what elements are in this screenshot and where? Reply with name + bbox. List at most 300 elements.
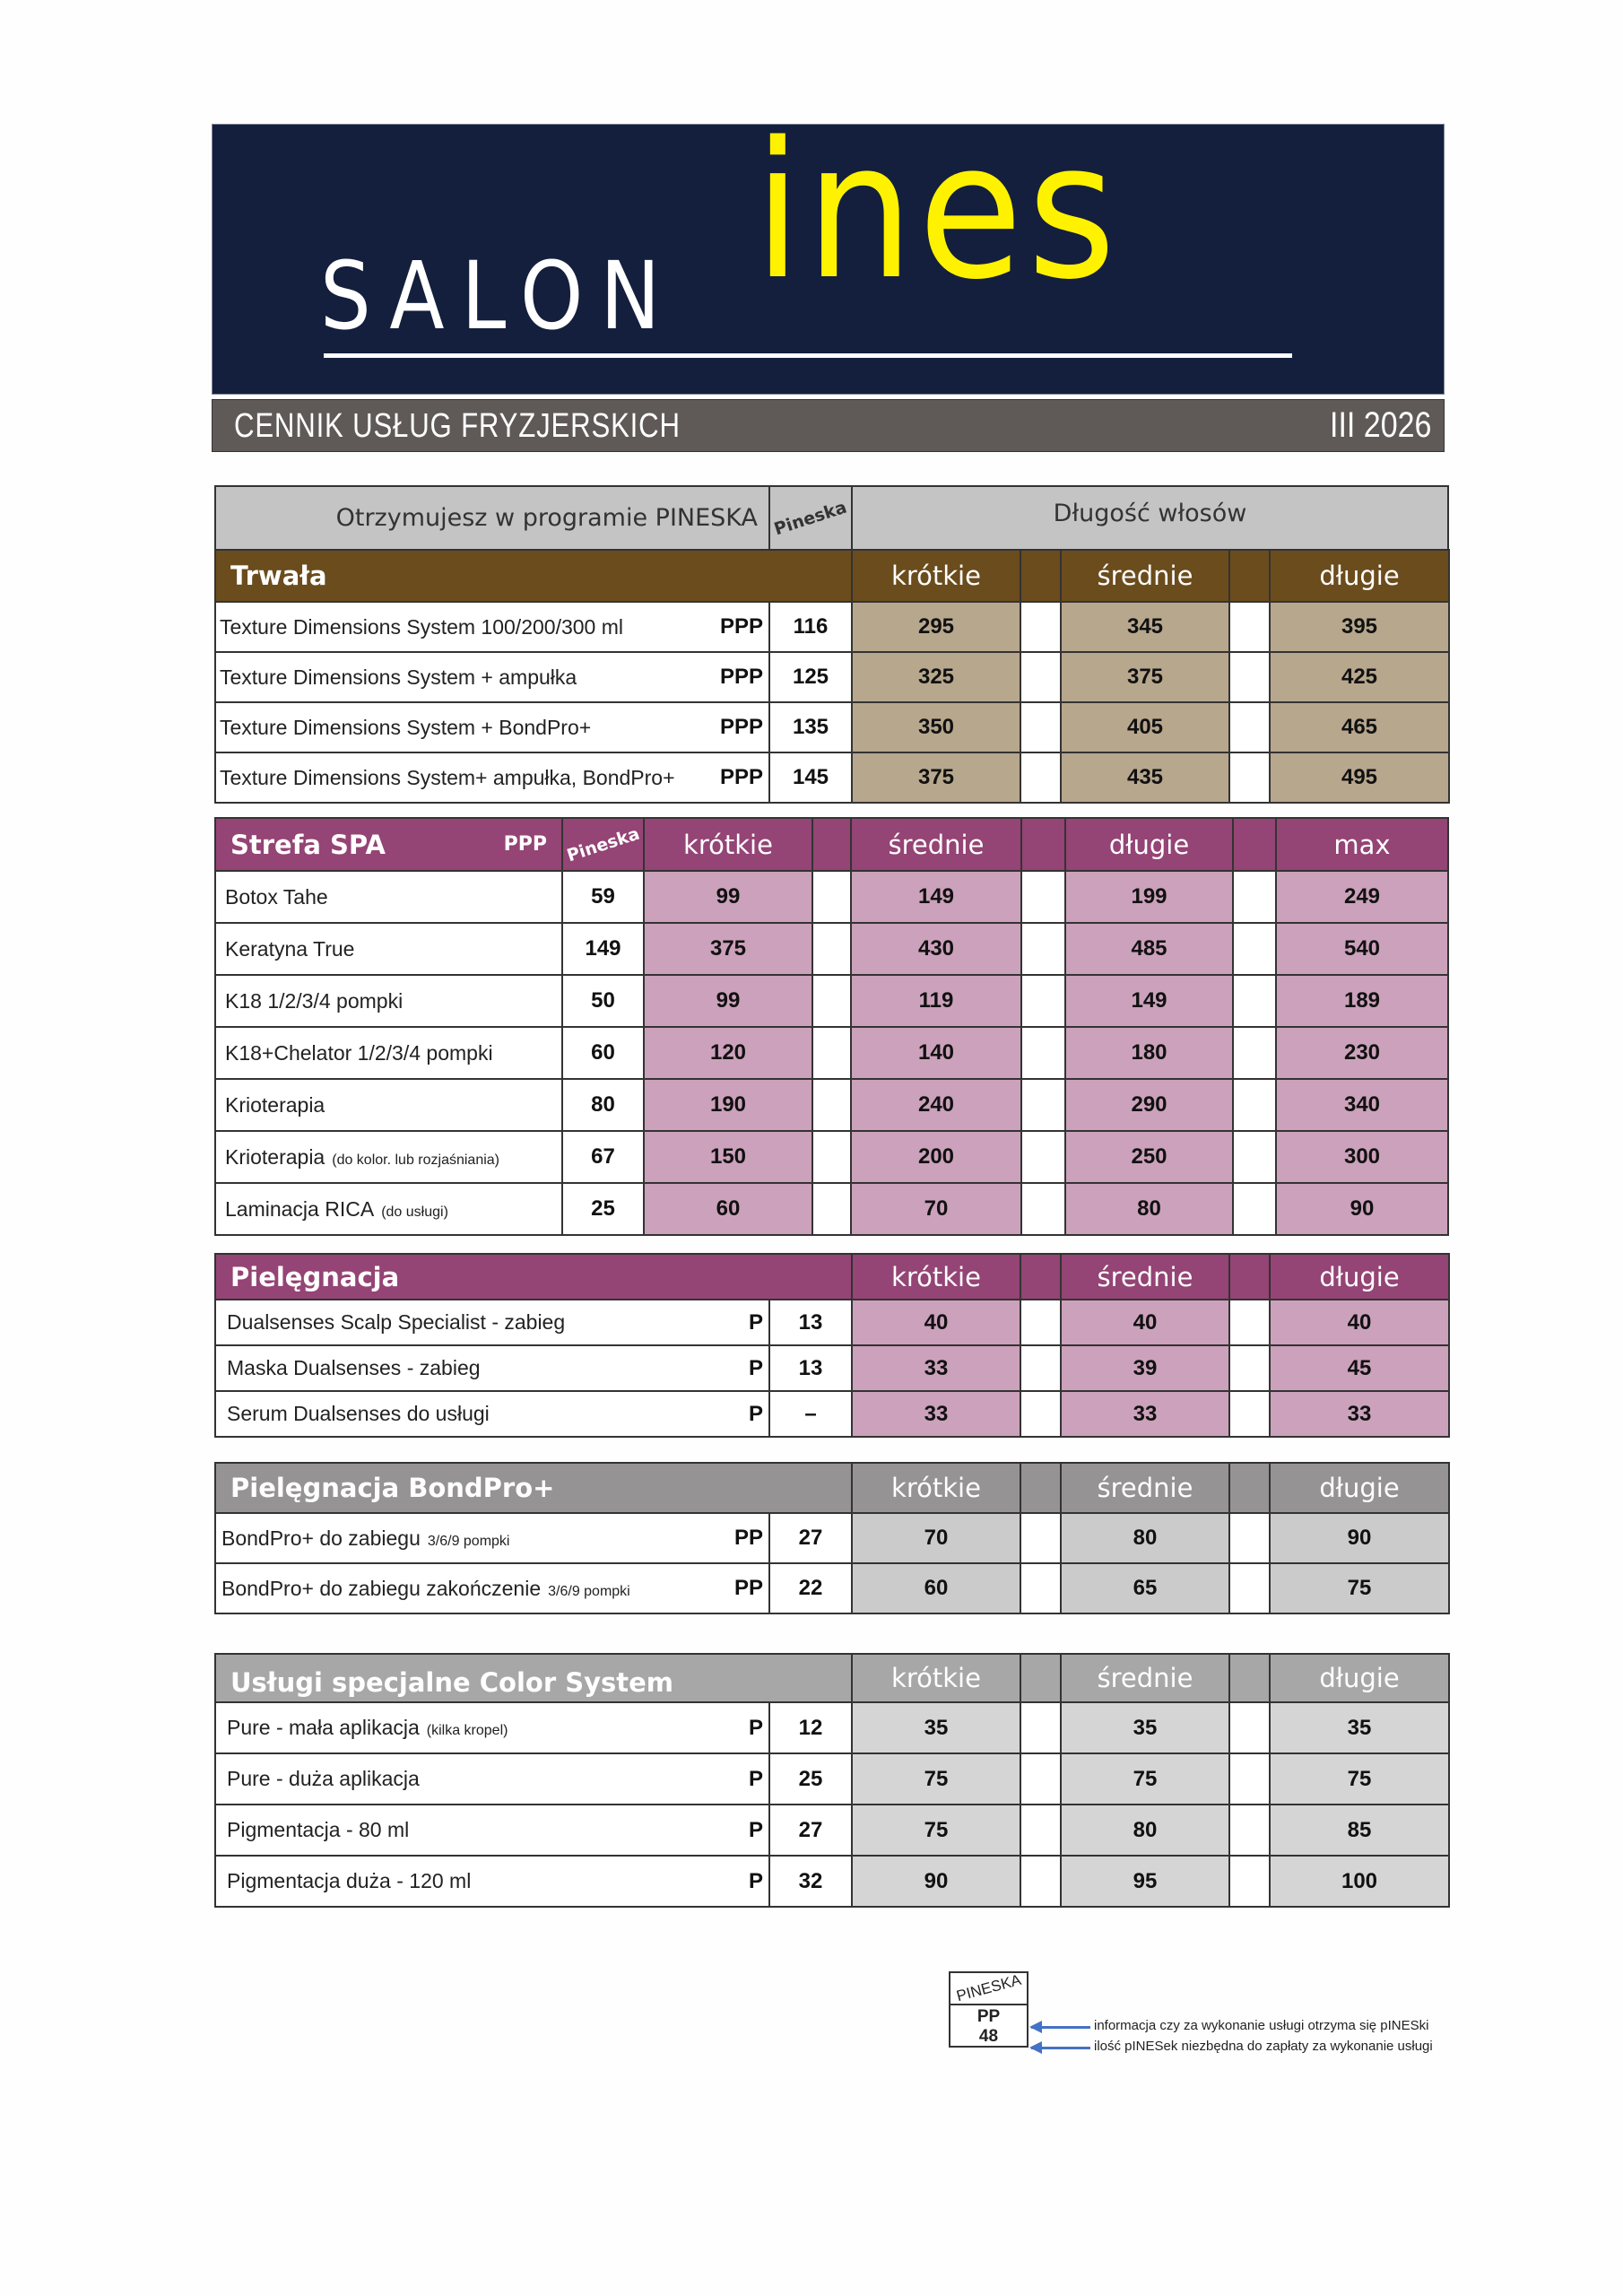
pineska-cost: – [768, 1390, 853, 1438]
color-system-rows [214, 1703, 1449, 1908]
pielegnacja-header-row [214, 1255, 1449, 1300]
price-max: 189 [1275, 974, 1449, 1028]
col-gap [1228, 601, 1271, 653]
service-name-text: Texture Dimensions System+ ampułka, BondPro+ [220, 765, 675, 789]
section-trwala [214, 487, 1449, 804]
col-gap [1020, 1701, 1062, 1754]
pielegnacja-rows [214, 1300, 1449, 1438]
col-gap [1228, 1299, 1271, 1346]
color-system-title-text: Usługi specjalne Color System [230, 1667, 674, 1698]
pineska-cost: 50 [561, 974, 645, 1028]
service-name-text: Krioterapia [225, 1092, 325, 1117]
service-name-group [221, 1526, 509, 1551]
col-short: krótkie [643, 817, 813, 872]
table-row [214, 924, 1449, 976]
legend-text-2: ilość pINESek niezbędna do zapłaty za wykonanie usługi [1094, 2039, 1433, 2054]
table-row [214, 653, 1449, 703]
table-row [214, 1132, 1449, 1184]
pineska-cost: 25 [561, 1182, 645, 1236]
price-short: 60 [851, 1562, 1021, 1614]
price-medium: 140 [850, 1026, 1022, 1080]
service-name-text: Maska Dualsenses - zabieg [227, 1356, 481, 1379]
col-gap [1020, 1462, 1062, 1514]
pineska-earn-marker: PP [733, 1526, 763, 1550]
price-max: 300 [1275, 1130, 1449, 1184]
pineska-legend-box [949, 1971, 1028, 2048]
price-short: 99 [643, 870, 813, 924]
legend-box-title-text: PINESKA [954, 1970, 1023, 2005]
price-long: 465 [1269, 701, 1450, 753]
service-name [214, 1752, 770, 1805]
service-name-text: Serum Dualsenses do usługi [227, 1402, 490, 1425]
pineska-cost: 116 [768, 601, 853, 653]
price-medium: 149 [850, 870, 1022, 924]
service-name-group [225, 1093, 325, 1118]
table-row [214, 872, 1449, 924]
pineska-label: Pineska [564, 823, 642, 865]
col-gap [1020, 922, 1066, 976]
service-name-group [227, 1869, 471, 1893]
price-short: 33 [851, 1344, 1021, 1392]
col-gap [1228, 1462, 1271, 1514]
price-long: 485 [1064, 922, 1234, 976]
pineska-earn-marker: P [748, 1715, 763, 1740]
service-name-text: Pigmentacja duża - 120 ml [227, 1869, 472, 1892]
col-gap [812, 974, 852, 1028]
price-short: 295 [851, 601, 1021, 653]
price-long: 75 [1269, 1752, 1450, 1805]
table-row [214, 1392, 1449, 1438]
service-name-text: K18 1/2/3/4 pompki [225, 988, 404, 1013]
service-name-text: Pure - mała aplikacja [227, 1716, 420, 1739]
col-gap [1020, 1026, 1066, 1080]
table-row [214, 1080, 1449, 1132]
price-list-date: III 2026 [1329, 405, 1431, 445]
service-name-text: Krioterapia [225, 1144, 325, 1169]
price-medium: 35 [1060, 1701, 1230, 1754]
service-name [214, 752, 770, 804]
spa-header-row [214, 819, 1449, 872]
price-long: 425 [1269, 651, 1450, 703]
service-name-text: Pure - duża aplikacja [227, 1767, 420, 1790]
price-medium: 375 [1060, 651, 1230, 703]
service-name [214, 1562, 770, 1614]
length-label: Długość włosów [851, 485, 1449, 551]
pineska-earn-marker: P [748, 1309, 763, 1335]
col-gap [812, 1182, 852, 1236]
price-short: 90 [851, 1855, 1021, 1908]
pineska-earn-marker: PPP [719, 765, 763, 789]
service-name-group [225, 937, 354, 961]
price-short: 150 [643, 1130, 813, 1184]
col-gap [1020, 870, 1066, 924]
price-short: 375 [851, 752, 1021, 804]
price-short: 70 [851, 1512, 1021, 1564]
pineska-earn-marker: P [748, 1766, 763, 1791]
pineska-cost: 27 [768, 1512, 853, 1564]
price-max: 230 [1275, 1026, 1449, 1080]
col-medium: średnie [1060, 1253, 1230, 1300]
service-name [214, 1130, 563, 1184]
pineska-cost: 25 [768, 1752, 853, 1805]
service-name [214, 1512, 770, 1564]
pineska-cost: 32 [768, 1855, 853, 1908]
price-medium: 345 [1060, 601, 1230, 653]
pineska-cost: 22 [768, 1562, 853, 1614]
price-long: 395 [1269, 601, 1450, 653]
service-name-group [227, 1716, 508, 1740]
col-gap [1020, 1344, 1062, 1392]
service-name-group [225, 989, 403, 1013]
service-name-text: Pigmentacja - 80 ml [227, 1818, 410, 1841]
pineska-cost: 67 [561, 1130, 645, 1184]
col-gap [1228, 1512, 1271, 1564]
service-name [214, 1701, 770, 1754]
table-row [214, 603, 1449, 653]
col-long: długie [1269, 1653, 1450, 1703]
col-gap [1232, 1026, 1277, 1080]
brand-logo: ines [754, 101, 1121, 321]
price-long: 35 [1269, 1701, 1450, 1754]
col-gap [1020, 974, 1066, 1028]
service-name-text: Texture Dimensions System + ampułka [220, 665, 577, 689]
price-short: 75 [851, 1804, 1021, 1857]
col-gap [1228, 651, 1271, 703]
col-gap [1020, 1752, 1062, 1805]
service-name [214, 701, 770, 753]
arrow-left-icon [1031, 2026, 1090, 2029]
service-name-text: Laminacja RICA [225, 1196, 375, 1221]
price-long: 495 [1269, 752, 1450, 804]
service-name-group [227, 1402, 490, 1426]
top-header-row [214, 487, 1449, 551]
pineska-cost: 12 [768, 1701, 853, 1754]
col-medium: średnie [1060, 1653, 1230, 1703]
trwala-title-text: Trwała [230, 561, 327, 591]
table-row [214, 1514, 1449, 1564]
service-name [214, 974, 563, 1028]
salon-label: SALON [320, 241, 678, 351]
service-name [214, 922, 563, 976]
service-name-group [220, 766, 675, 790]
price-short: 375 [643, 922, 813, 976]
pineska-earn-marker: PP [733, 1576, 763, 1600]
price-medium: 430 [850, 922, 1022, 976]
price-short: 33 [851, 1390, 1021, 1438]
service-name [214, 1344, 770, 1392]
col-medium: średnie [1060, 1462, 1230, 1514]
col-gap [1232, 817, 1277, 872]
service-name-text: Texture Dimensions System + BondPro+ [220, 715, 592, 739]
col-gap [1020, 1078, 1066, 1132]
col-gap [1020, 651, 1062, 703]
service-name [214, 601, 770, 653]
price-max: 90 [1275, 1182, 1449, 1236]
col-gap [1228, 1390, 1271, 1438]
spa-title [214, 817, 563, 872]
pineska-cost: 145 [768, 752, 853, 804]
col-gap [1232, 1130, 1277, 1184]
service-name [214, 1804, 770, 1857]
service-name-text: Botox Tahe [225, 884, 328, 909]
col-short: krótkie [851, 549, 1021, 603]
col-gap [1020, 1130, 1066, 1184]
col-gap [1228, 549, 1271, 603]
legend-box-title [950, 1970, 1027, 2005]
price-short: 60 [643, 1182, 813, 1236]
col-long: długie [1269, 1253, 1450, 1300]
col-gap [1228, 1752, 1271, 1805]
price-list-title: CENNIK USŁUG FRYZJERSKICH [234, 407, 681, 445]
price-medium: 405 [1060, 701, 1230, 753]
price-long: 45 [1269, 1344, 1450, 1392]
table-row [214, 703, 1449, 753]
legend-box-p: PP [976, 2007, 1001, 2026]
price-short: 190 [643, 1078, 813, 1132]
table-row [214, 1564, 1449, 1614]
service-name [214, 870, 563, 924]
col-gap [1020, 1653, 1062, 1703]
service-name-group [220, 615, 623, 639]
col-medium: średnie [850, 817, 1022, 872]
col-max: max [1275, 817, 1449, 872]
spa-rows [214, 872, 1449, 1236]
col-long: długie [1064, 817, 1234, 872]
service-name [214, 1078, 563, 1132]
bondpro-title-text: Pielęgnacja BondPro+ [230, 1473, 555, 1503]
banner-underline [324, 353, 1292, 358]
price-max: 340 [1275, 1078, 1449, 1132]
section-bondpro [214, 1464, 1449, 1614]
trwala-header-row [214, 551, 1449, 603]
col-gap [1232, 922, 1277, 976]
price-short: 350 [851, 701, 1021, 753]
col-gap [1020, 752, 1062, 804]
price-long: 33 [1269, 1390, 1450, 1438]
bondpro-header-row [214, 1464, 1449, 1514]
pielegnacja-title-text: Pielęgnacja [230, 1261, 400, 1292]
service-name-group [225, 885, 328, 909]
service-name-text: Dualsenses Scalp Specialist - zabieg [227, 1310, 566, 1334]
price-medium: 40 [1060, 1299, 1230, 1346]
service-name [214, 1299, 770, 1346]
service-name-group [221, 1577, 630, 1601]
col-long: długie [1269, 1462, 1450, 1514]
service-name-text: BondPro+ do zabiegu zakończenie [221, 1576, 542, 1600]
col-gap [812, 1026, 852, 1080]
service-name [214, 1390, 770, 1438]
price-short: 120 [643, 1026, 813, 1080]
service-name-group [227, 1818, 409, 1842]
pineska-cost: 13 [768, 1299, 853, 1346]
service-note: (do kolor. lub rozjaśniania) [332, 1152, 499, 1168]
color-header-row [214, 1655, 1449, 1703]
price-medium: 80 [1060, 1512, 1230, 1564]
col-short: krótkie [851, 1253, 1021, 1300]
col-gap [1232, 870, 1277, 924]
subtitle-bar [212, 399, 1445, 452]
service-name-group [220, 665, 577, 690]
service-name-text: Texture Dimensions System 100/200/300 ml [220, 614, 623, 639]
price-medium: 39 [1060, 1344, 1230, 1392]
service-name-group [225, 1145, 499, 1170]
col-gap [1020, 701, 1062, 753]
price-medium: 65 [1060, 1562, 1230, 1614]
price-medium: 75 [1060, 1752, 1230, 1805]
pielegnacja-title [214, 1253, 853, 1300]
pineska-earn-marker: P [748, 1355, 763, 1380]
bondpro-title [214, 1462, 853, 1514]
service-name-group [225, 1041, 493, 1065]
col-medium: średnie [1060, 549, 1230, 603]
service-name-text: BondPro+ do zabiegu [221, 1526, 421, 1550]
col-gap [1020, 549, 1062, 603]
col-gap [1228, 701, 1271, 753]
pineska-cost: 13 [768, 1344, 853, 1392]
price-medium: 119 [850, 974, 1022, 1028]
price-short: 35 [851, 1701, 1021, 1754]
price-long: 100 [1269, 1855, 1450, 1908]
service-note: (do usługi) [381, 1204, 448, 1220]
col-gap [812, 1130, 852, 1184]
service-name [214, 1182, 563, 1236]
service-name [214, 651, 770, 703]
price-long: 250 [1064, 1130, 1234, 1184]
pineska-earn-marker: PPP [719, 715, 763, 739]
legend-text-1: informacja czy za wykonanie usługi otrzyma się pINESki [1094, 2018, 1429, 2033]
price-short: 40 [851, 1299, 1021, 1346]
price-medium: 70 [850, 1182, 1022, 1236]
service-name-text: K18+Chelator 1/2/3/4 pompki [225, 1040, 493, 1065]
price-short: 75 [851, 1752, 1021, 1805]
table-row [214, 1300, 1449, 1346]
trwala-title [214, 549, 853, 603]
col-short: krótkie [851, 1462, 1021, 1514]
price-long: 85 [1269, 1804, 1450, 1857]
pineska-earn-marker: P [748, 1817, 763, 1842]
price-short: 325 [851, 651, 1021, 703]
col-gap [1228, 1253, 1271, 1300]
price-max: 540 [1275, 922, 1449, 976]
salon-banner [212, 101, 1445, 395]
col-gap [1020, 1512, 1062, 1564]
col-gap [1228, 1855, 1271, 1908]
price-medium: 33 [1060, 1390, 1230, 1438]
col-gap [1228, 1804, 1271, 1857]
col-gap [1228, 1653, 1271, 1703]
pineska-earn-marker: PPP [719, 614, 763, 639]
pineska-earn-marker: P [748, 1401, 763, 1426]
service-name-group [225, 1197, 448, 1222]
col-gap [1228, 1562, 1271, 1614]
price-long: 90 [1269, 1512, 1450, 1564]
table-row [214, 1346, 1449, 1392]
pineska-header [561, 817, 645, 872]
col-gap [812, 870, 852, 924]
col-gap [1020, 1390, 1062, 1438]
bondpro-rows [214, 1514, 1449, 1614]
table-row [214, 1028, 1449, 1080]
service-note: 3/6/9 pompki [427, 1533, 510, 1549]
service-name [214, 1026, 563, 1080]
col-gap [1020, 1855, 1062, 1908]
section-spa [214, 819, 1449, 1236]
col-gap [1020, 1804, 1062, 1857]
price-long: 40 [1269, 1299, 1450, 1346]
col-gap [1020, 817, 1066, 872]
color-system-title [214, 1653, 853, 1703]
price-long: 149 [1064, 974, 1234, 1028]
service-name-group [227, 1356, 481, 1380]
col-gap [1020, 1182, 1066, 1236]
section-pielegnacja [214, 1255, 1449, 1438]
price-long: 80 [1064, 1182, 1234, 1236]
col-gap [1228, 752, 1271, 804]
pineska-label: Pineska [771, 497, 850, 539]
pineska-header [768, 485, 853, 551]
price-medium: 240 [850, 1078, 1022, 1132]
service-name-group [227, 1310, 565, 1335]
col-gap [1020, 1299, 1062, 1346]
col-gap [1020, 1253, 1062, 1300]
col-gap [1020, 601, 1062, 653]
price-long: 290 [1064, 1078, 1234, 1132]
price-medium: 95 [1060, 1855, 1230, 1908]
table-row [214, 1754, 1449, 1805]
pineska-cost: 60 [561, 1026, 645, 1080]
col-gap [1232, 1078, 1277, 1132]
col-gap [812, 817, 852, 872]
trwala-rows [214, 603, 1449, 804]
price-max: 249 [1275, 870, 1449, 924]
col-gap [812, 1078, 852, 1132]
col-gap [1228, 1701, 1271, 1754]
arrow-left-icon [1031, 2047, 1090, 2049]
service-note: (kilka kropel) [426, 1723, 508, 1738]
col-gap [1232, 974, 1277, 1028]
price-medium: 80 [1060, 1804, 1230, 1857]
service-name-group [220, 716, 591, 740]
col-long: długie [1269, 549, 1450, 603]
service-name-group [227, 1767, 420, 1791]
table-row [214, 753, 1449, 804]
price-medium: 200 [850, 1130, 1022, 1184]
price-long: 180 [1064, 1026, 1234, 1080]
price-short: 99 [643, 974, 813, 1028]
program-label: Otrzymujesz w programie PINESKA [214, 485, 770, 551]
col-gap [812, 922, 852, 976]
section-color-system [214, 1655, 1449, 1908]
table-row [214, 1857, 1449, 1908]
col-gap [1232, 1182, 1277, 1236]
spa-p-marker: PPP [503, 833, 547, 856]
service-name-text: Keratyna True [225, 936, 355, 961]
col-gap [1020, 1562, 1062, 1614]
table-row [214, 1184, 1449, 1236]
pineska-cost: 59 [561, 870, 645, 924]
price-medium: 435 [1060, 752, 1230, 804]
table-row [214, 1703, 1449, 1754]
pineska-earn-marker: P [748, 1868, 763, 1893]
price-long: 75 [1269, 1562, 1450, 1614]
pineska-cost: 149 [561, 922, 645, 976]
price-long: 199 [1064, 870, 1234, 924]
col-gap [1228, 1344, 1271, 1392]
table-row [214, 976, 1449, 1028]
spa-title-text: Strefa SPA [230, 829, 386, 860]
pineska-cost: 27 [768, 1804, 853, 1857]
pineska-cost: 135 [768, 701, 853, 753]
